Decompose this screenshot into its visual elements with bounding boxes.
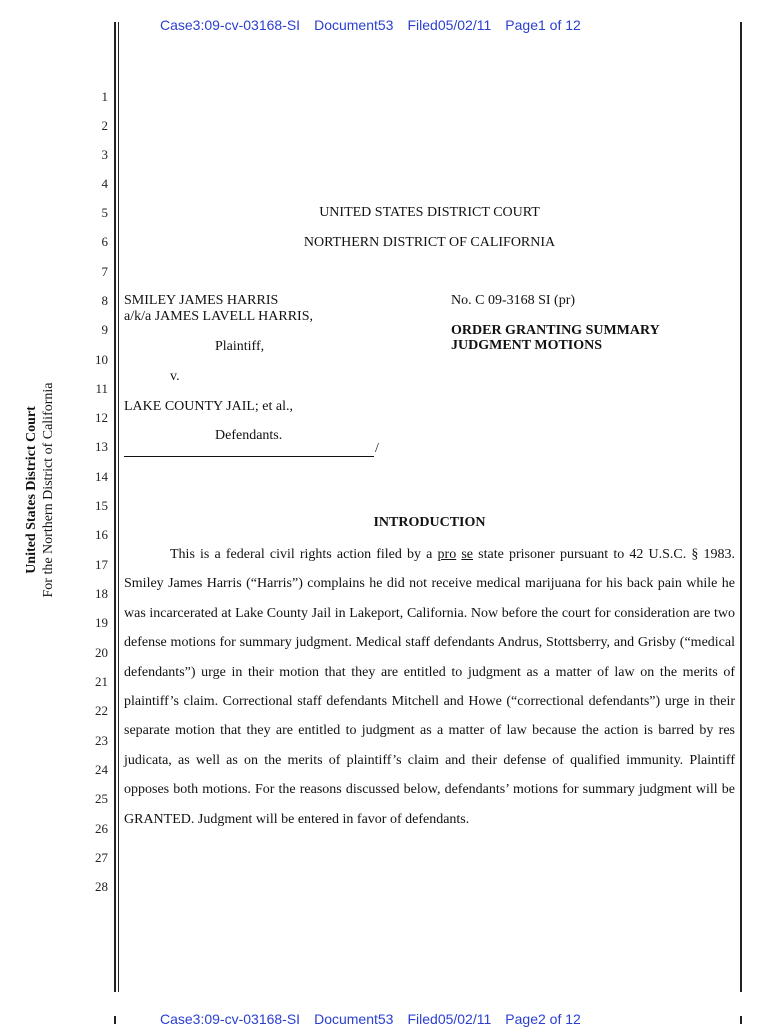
line-number: 27 [95, 850, 108, 865]
line-number: 20 [95, 645, 108, 660]
filed-date: Filed05/02/11 [407, 17, 492, 33]
order-title-line1: ORDER GRANTING SUMMARY [451, 323, 660, 338]
case-number: Case3:09-cv-03168-SI [160, 17, 301, 33]
line-number: 18 [95, 586, 108, 601]
line-number: 12 [95, 410, 108, 425]
side-label-line2: For the Northern District of California [41, 382, 56, 598]
line-number: 13 [95, 439, 108, 454]
order-title-line2: JUDGMENT MOTIONS [451, 338, 603, 353]
line-number: 8 [101, 293, 108, 308]
right-margin-rule [740, 22, 742, 992]
defendant-label: Defendants. [215, 428, 283, 443]
line-number: 11 [95, 381, 108, 396]
page-indicator: Page1 of 12 [505, 17, 581, 33]
document-number: Document53 [314, 17, 394, 33]
line-number: 4 [101, 176, 108, 191]
line-number: 10 [95, 352, 108, 367]
line-number: 6 [101, 234, 108, 249]
versus: v. [170, 369, 180, 384]
introduction-paragraph: This is a federal civil rights action filed by a pro se state prisoner pursuant to 42 U.S.C. § 1983. Smiley James Harris (“Harris”) complains he did not receive medical marijuana for his back pain while he was incarcerated at Lake County Jail in Lakeport, California. Now before the court for consideration are two defense motions for summary judgment. Medical staff defendants Andrus, Stottsberry, and Grisby (“medical defendants”) urge in their motion that they are entitled to judgment as a matter of law on the merits of plaintiff’s claim. Correctional staff defendants Mitchell and Howe (“correctional defendants”) urge in their separate motion that they are entitled to judgment as a matter of law because the action is barred by res judicata, as well as on the merits of plaintiff’s claim and their defense of qualified immunity. Plaintiff opposes both motions. For the reasons discussed below, defendants’ motions for summary judgment will be GRANTED. Judgment will be entered in favor of defendants. [124, 547, 735, 827]
line-number: 22 [95, 703, 108, 718]
line-number: 5 [101, 205, 108, 220]
line-number: 9 [101, 322, 108, 337]
case-number-caption: No. C 09-3168 SI (pr) [451, 293, 576, 308]
next-document-number: Document53 [314, 1011, 394, 1027]
plaintiff-label: Plaintiff, [215, 339, 265, 354]
line-number-column [78, 0, 108, 1024]
document-header [160, 17, 595, 33]
defendant-name: LAKE COUNTY JAIL; et al., [124, 399, 294, 414]
line-number: 1 [101, 89, 108, 104]
section-heading: INTRODUCTION [373, 515, 486, 530]
line-number: 23 [95, 733, 108, 748]
line-number: 26 [95, 821, 108, 836]
left-margin-rule-outer [114, 22, 116, 992]
next-page-header [160, 1011, 595, 1027]
next-page-right-rule [740, 1016, 742, 1024]
line-number: 21 [95, 674, 108, 689]
caption-rule [124, 456, 374, 457]
plaintiff-aka: a/k/a JAMES LAVELL HARRIS, [124, 309, 313, 324]
next-page-indicator: Page2 of 12 [505, 1011, 581, 1027]
next-filed-date: Filed05/02/11 [407, 1011, 492, 1027]
line-number: 7 [101, 264, 108, 279]
next-case-number: Case3:09-cv-03168-SI [160, 1011, 301, 1027]
line-number: 15 [95, 498, 108, 513]
court-name-line1: UNITED STATES DISTRICT COURT [319, 205, 540, 220]
line-number: 2 [101, 118, 108, 133]
line-number: 14 [95, 469, 108, 484]
court-side-label [23, 382, 57, 597]
line-number: 3 [101, 147, 108, 162]
next-page-left-rule [114, 1016, 116, 1024]
left-margin-rule-inner [118, 22, 119, 992]
line-number: 17 [95, 557, 108, 572]
side-label-line1: United States District Court [24, 406, 39, 574]
line-number: 19 [95, 615, 108, 630]
plaintiff-name: SMILEY JAMES HARRIS [124, 293, 279, 308]
caption-slash: / [375, 441, 379, 456]
line-number: 16 [95, 527, 108, 542]
line-number: 24 [95, 762, 108, 777]
line-number: 28 [95, 879, 108, 894]
line-number: 25 [95, 791, 108, 806]
court-name-line2: NORTHERN DISTRICT OF CALIFORNIA [303, 235, 556, 250]
